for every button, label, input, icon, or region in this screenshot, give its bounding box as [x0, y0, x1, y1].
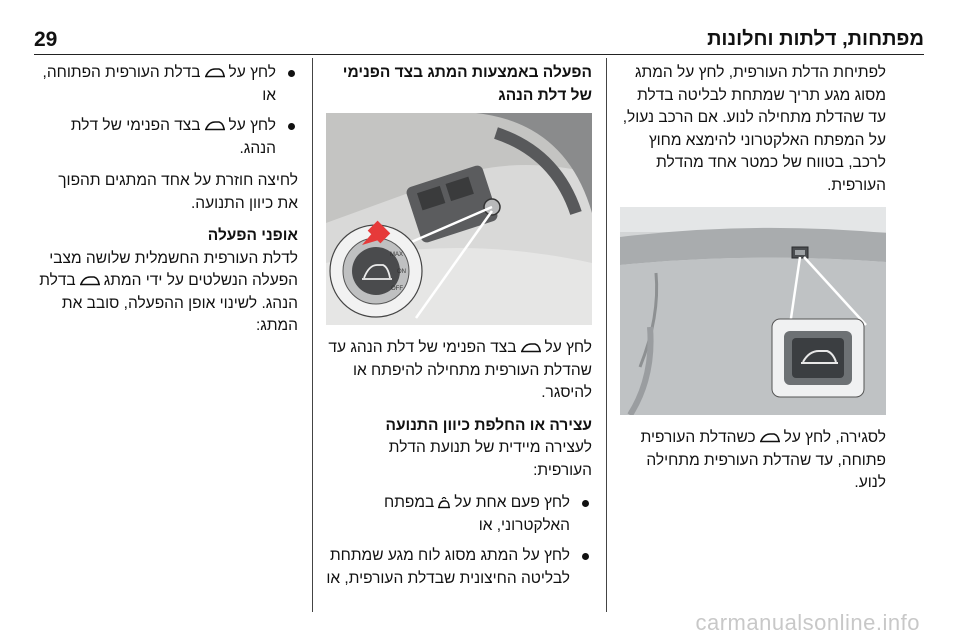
list-item-text: לחץ על [228, 117, 276, 134]
bullet-list [326, 492, 592, 590]
paragraph-text: בדלת הנהג. לשינוי אופן ההפעלה, סובב את המתג: [39, 272, 298, 334]
column-left [34, 62, 298, 348]
paragraph [326, 337, 592, 405]
list-item-text: במפתח האלקטרוני, או [384, 494, 570, 534]
watermark: carmanualsonline.info [695, 610, 920, 635]
tailgate-switch-illustration [620, 207, 886, 415]
paragraph-text: כשהדלת העורפית פתוחה, עד שהדלת העורפית מתחילה לנוע. [640, 429, 886, 491]
paragraph-text: לדלת העורפית החשמלית שלושה מצבי הפעלה הנשלטים על ידי המתג [49, 249, 298, 289]
tailgate-icon [204, 67, 226, 78]
paragraph-text: בצד הפנימי של דלת הנהג עד שהדלת העורפית מתחילה להיפתח או להיסגר. [328, 339, 592, 401]
page-number: 29 [34, 28, 58, 51]
list-item-text: לחץ פעם אחת על [454, 494, 570, 511]
tailgate-icon [759, 432, 781, 443]
paragraph-text: לסגירה, לחץ על [783, 429, 886, 446]
list-item-text: בדלת העורפית הפתוחה, או [42, 64, 276, 104]
section-heading: עצירה או החלפת כיוון התנועה [385, 416, 592, 434]
paragraph [34, 248, 298, 338]
driver-door-switch-illustration [326, 113, 592, 325]
paragraph: לפתיחת הדלת העורפית, לחץ על המתג מסוג מגע תריך שמתחת לבליטה בדלת עד שהדלת מתחילה לנוע. אם הרכב נעול, על המפתח האלקטרוני להימצא מחוץ לרכב, בטווח של כמטר אחד מהדלת העורפית. [622, 64, 886, 194]
column-separator [312, 58, 313, 612]
column-middle [326, 62, 592, 600]
list-item-text: לחץ על [228, 64, 276, 81]
tailgate-icon [79, 275, 101, 286]
paragraph: לחיצה חוזרת על אחד המתגים תהפוך את כיוון התנועה. [58, 172, 298, 212]
column-right [620, 62, 886, 505]
svg-text:MAX: MAX [389, 252, 403, 258]
bullet-list [34, 62, 298, 160]
paragraph-text: לחץ על [544, 339, 592, 356]
list-item [34, 62, 298, 107]
svg-text:ON: ON [397, 269, 406, 275]
page-header [34, 24, 924, 55]
key-tailgate-icon [437, 497, 451, 509]
tailgate-photo [620, 207, 886, 415]
tailgate-icon [520, 342, 542, 353]
page-title: מפתחות, דלתות וחלונות [707, 28, 924, 50]
list-item [326, 492, 592, 537]
column-separator [606, 58, 607, 612]
list-item: לחץ על המתג מסוג לוח מגע שמתחת לבליטה החיצונית שבדלת העורפית, או [326, 545, 592, 590]
paragraph [620, 427, 886, 495]
list-item [34, 115, 298, 160]
tailgate-icon [204, 120, 226, 131]
door-panel-photo [326, 113, 592, 325]
list-item-text: בצד הפנימי של דלת הנהג. [70, 117, 276, 157]
section-heading: אופני הפעלה [207, 227, 298, 244]
svg-text:OFF: OFF [391, 286, 403, 292]
paragraph: לעצירה מיידית של תנועת הדלת העורפית: [388, 439, 592, 479]
section-heading: הפעלה באמצעות המתג בצד הפנימי של דלת הנהג [342, 64, 592, 104]
